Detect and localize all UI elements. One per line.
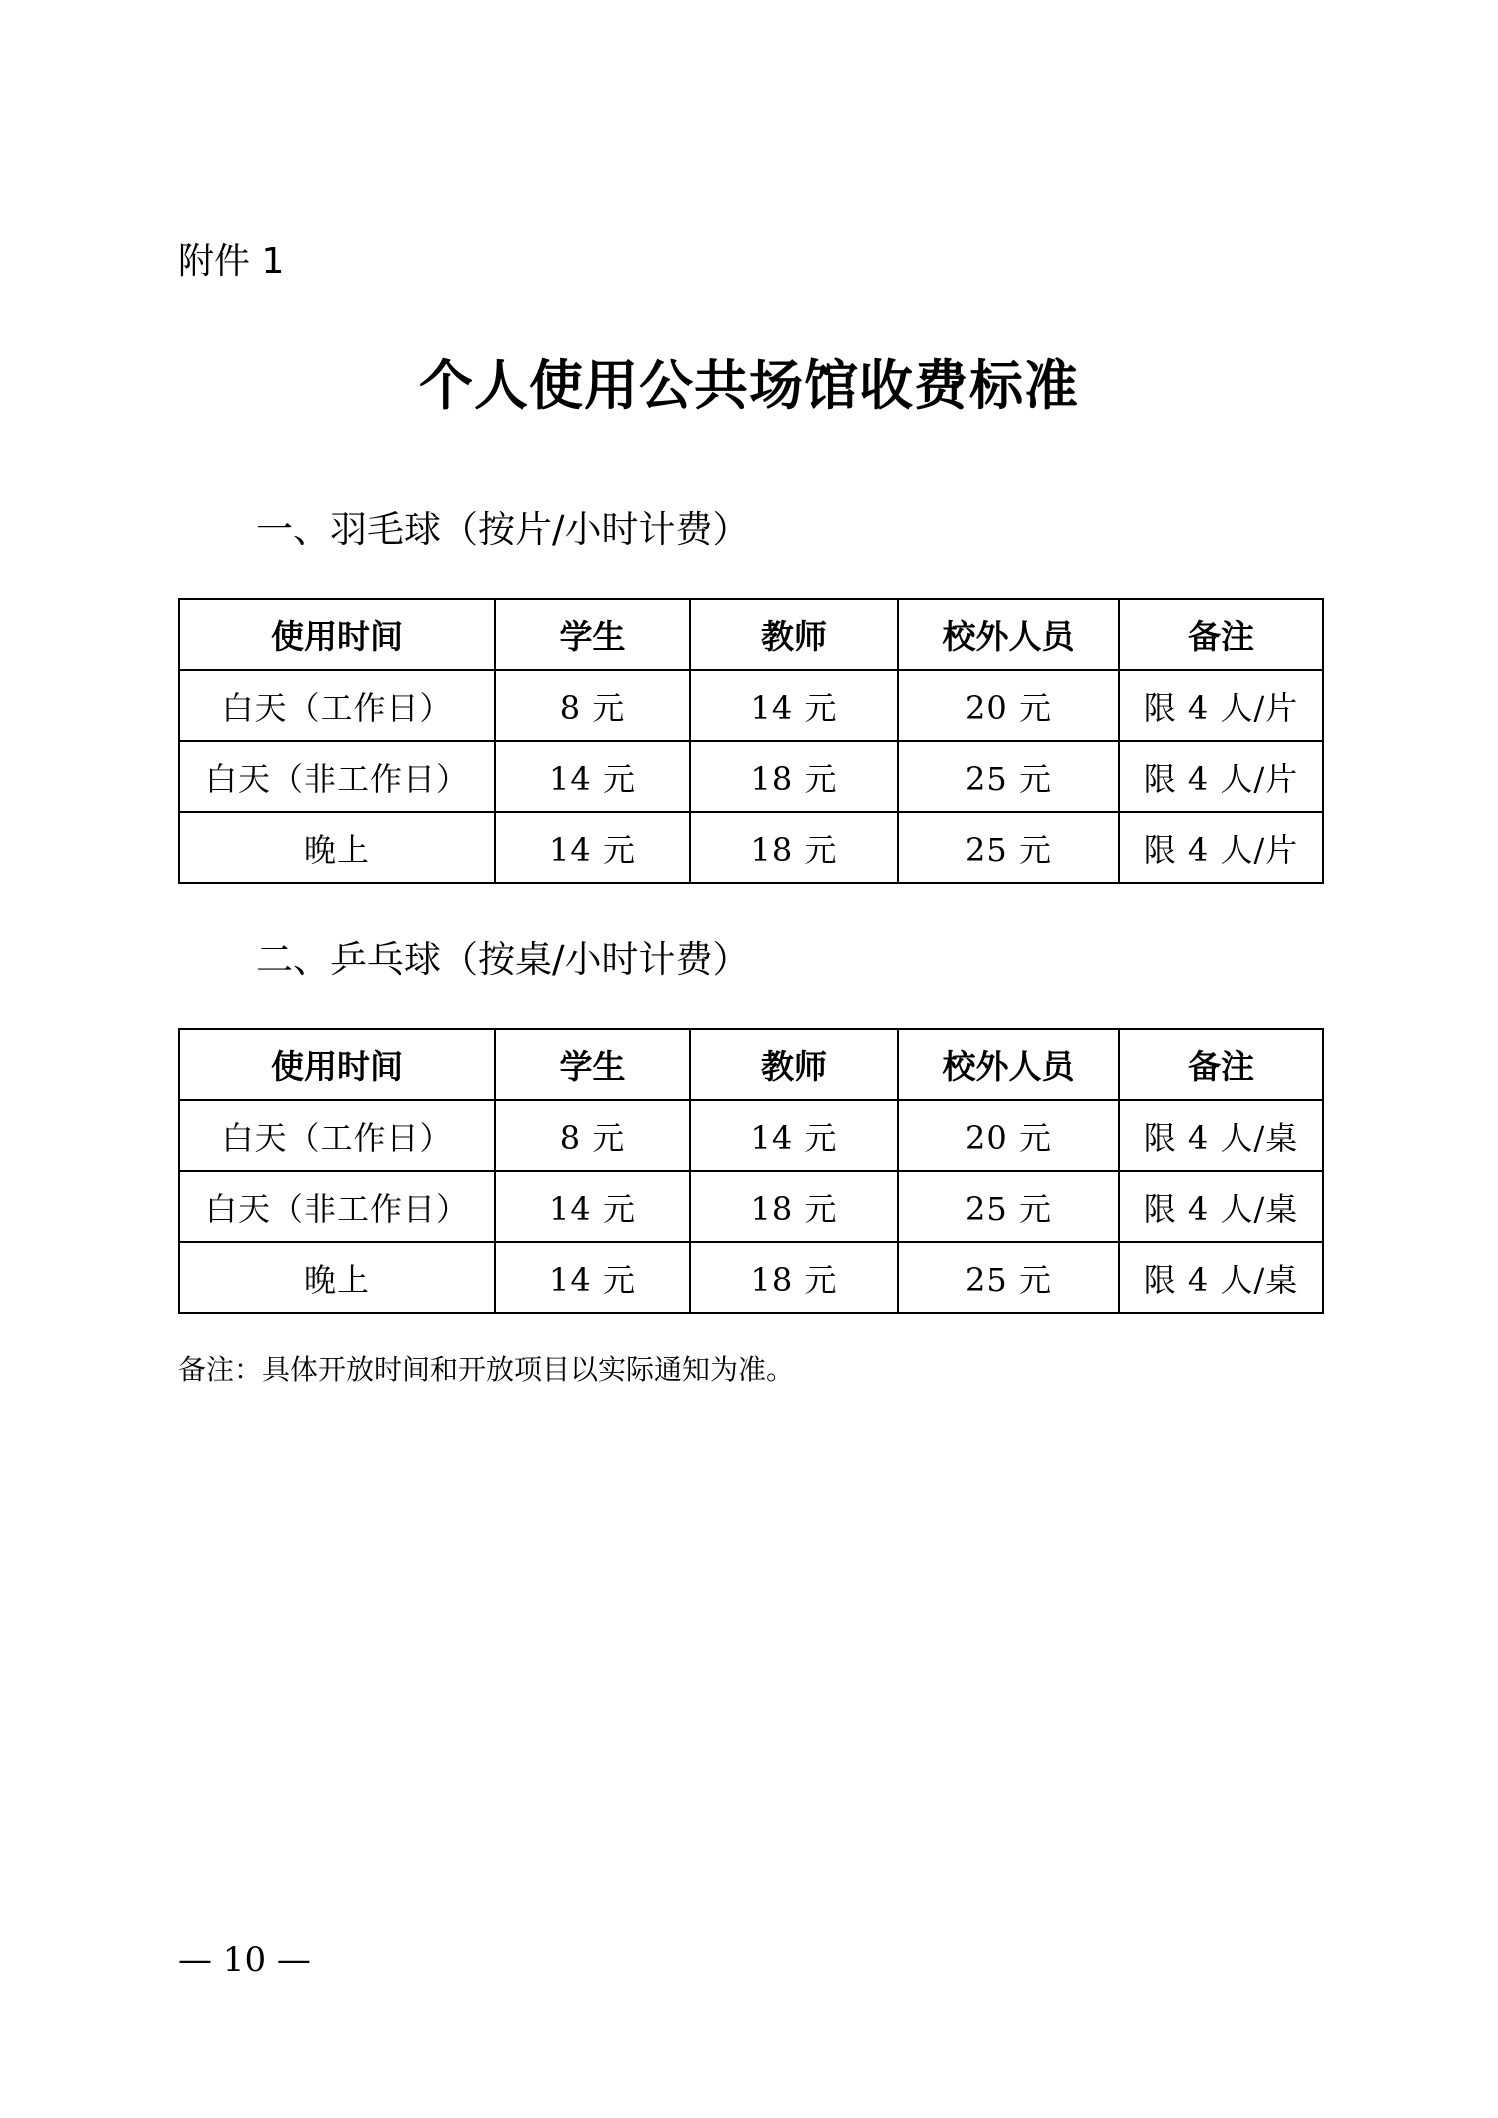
column-header-teacher: 教师 (690, 1029, 898, 1100)
time-cell: 白天（工作日） (179, 670, 495, 741)
time-cell: 白天（非工作日） (179, 1171, 495, 1242)
attachment-label: 附件 1 (178, 241, 285, 282)
column-header-note: 备注 (1119, 1029, 1323, 1100)
column-header-teacher: 教师 (690, 599, 898, 670)
outside-price-cell: 20 元 (898, 670, 1119, 741)
teacher-price-cell: 18 元 (690, 812, 898, 883)
student-price-cell: 8 元 (495, 1100, 690, 1171)
note-cell: 限 4 人/片 (1119, 741, 1323, 812)
time-cell: 白天（工作日） (179, 1100, 495, 1171)
document-title: 个人使用公共场馆收费标准 (419, 354, 1079, 417)
table-header-row (179, 1029, 1323, 1100)
column-header-time: 使用时间 (179, 599, 495, 670)
table-row (179, 1242, 1323, 1313)
outside-price-cell: 25 元 (898, 741, 1119, 812)
column-header-time: 使用时间 (179, 1029, 495, 1100)
column-header-student: 学生 (495, 1029, 690, 1100)
outside-price-cell: 25 元 (898, 812, 1119, 883)
teacher-price-cell: 14 元 (690, 670, 898, 741)
column-header-outside: 校外人员 (898, 1029, 1119, 1100)
teacher-price-cell: 18 元 (690, 741, 898, 812)
column-header-student: 学生 (495, 599, 690, 670)
note-cell: 限 4 人/片 (1119, 812, 1323, 883)
student-price-cell: 14 元 (495, 1242, 690, 1313)
note-cell: 限 4 人/桌 (1119, 1242, 1323, 1313)
column-header-note: 备注 (1119, 599, 1323, 670)
outside-price-cell: 25 元 (898, 1242, 1119, 1313)
note-cell: 限 4 人/片 (1119, 670, 1323, 741)
time-cell: 白天（非工作日） (179, 741, 495, 812)
note-cell: 限 4 人/桌 (1119, 1171, 1323, 1242)
student-price-cell: 14 元 (495, 1171, 690, 1242)
table-row (179, 1171, 1323, 1242)
table-row (179, 1100, 1323, 1171)
time-cell: 晚上 (179, 812, 495, 883)
footnote: 备注：具体开放时间和开放项目以实际通知为准。 (178, 1353, 795, 1386)
table-header-row (179, 599, 1323, 670)
student-price-cell: 14 元 (495, 812, 690, 883)
table-row (179, 670, 1323, 741)
time-cell: 晚上 (179, 1242, 495, 1313)
table-tennis-fee-table (178, 1028, 1324, 1314)
student-price-cell: 14 元 (495, 741, 690, 812)
teacher-price-cell: 18 元 (690, 1171, 898, 1242)
teacher-price-cell: 18 元 (690, 1242, 898, 1313)
teacher-price-cell: 14 元 (690, 1100, 898, 1171)
table-row (179, 741, 1323, 812)
outside-price-cell: 25 元 (898, 1171, 1119, 1242)
page-number: — 10 — (178, 1940, 311, 1980)
note-cell: 限 4 人/桌 (1119, 1100, 1323, 1171)
badminton-fee-table (178, 598, 1324, 884)
table-row (179, 812, 1323, 883)
outside-price-cell: 20 元 (898, 1100, 1119, 1171)
column-header-outside: 校外人员 (898, 599, 1119, 670)
section-heading-table-tennis: 二、乒乓球（按桌/小时计费） (256, 938, 750, 981)
student-price-cell: 8 元 (495, 670, 690, 741)
section-heading-badminton: 一、羽毛球（按片/小时计费） (256, 508, 750, 551)
